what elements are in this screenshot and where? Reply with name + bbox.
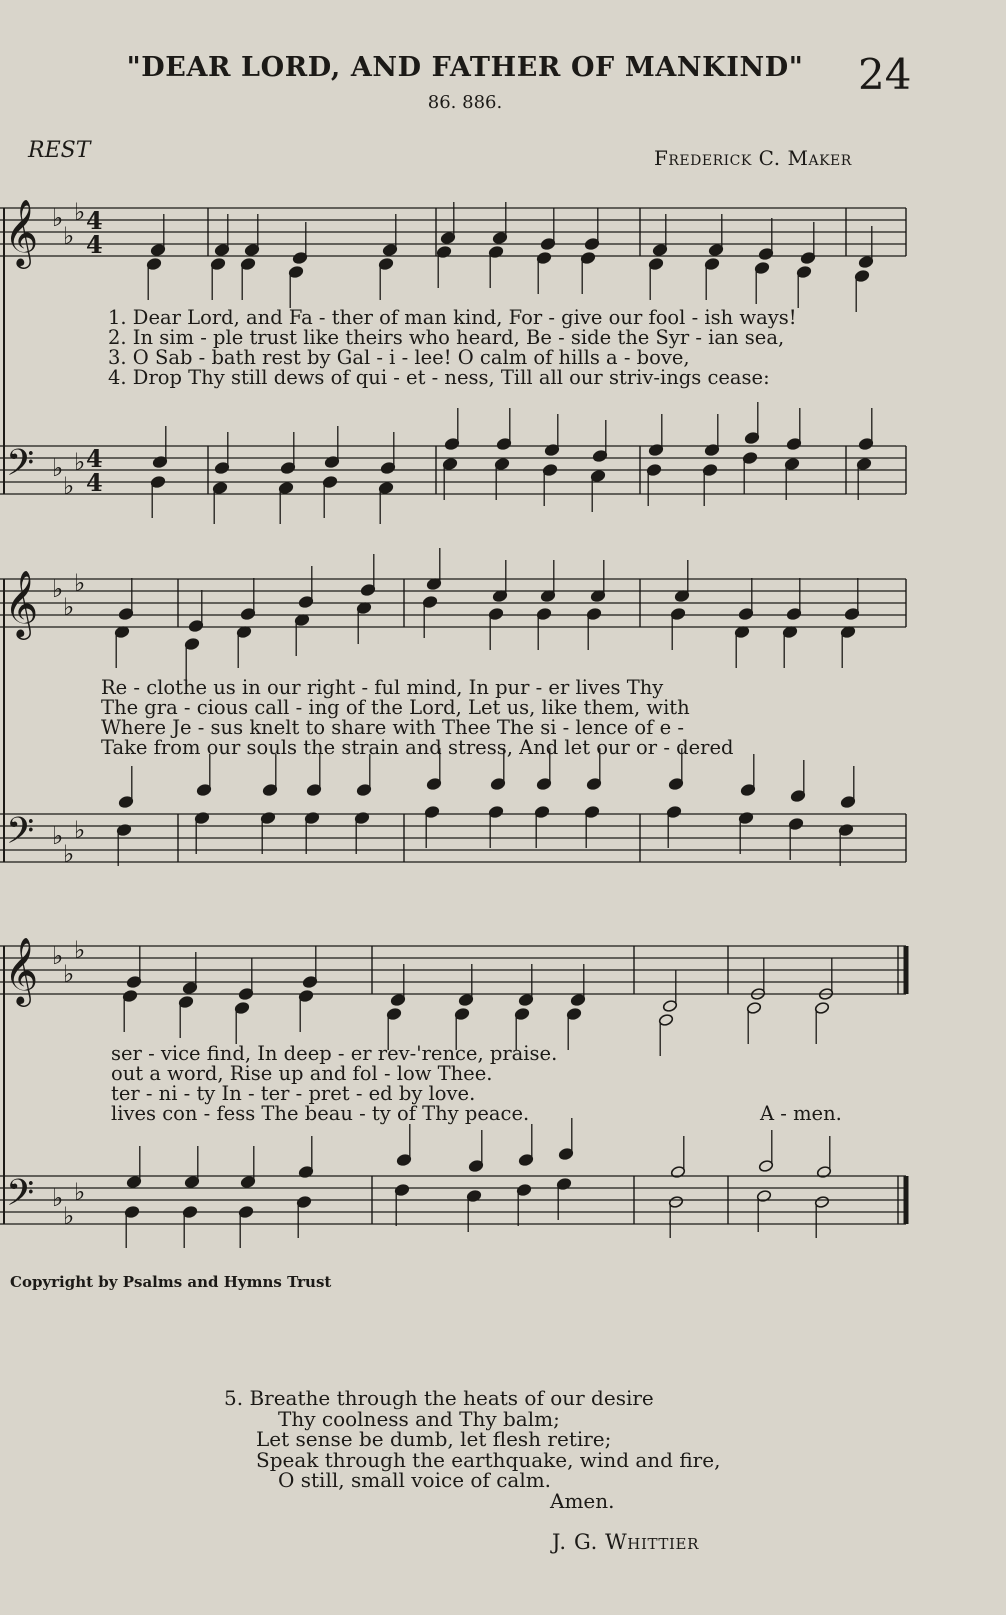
bass-clef: 𝄢: [6, 1172, 35, 1223]
time-signature: 4: [86, 468, 103, 497]
flat-sign: ♭: [52, 575, 64, 603]
lyric-line: out a word, Rise up and fol - low Thee.: [111, 1062, 493, 1085]
text-author: J. G. Whittier: [552, 1530, 699, 1554]
lyric-line: Take from our souls the strain and stress, And let our or - dered: [101, 736, 734, 759]
tune-name: REST: [28, 138, 91, 163]
lyric-line: Where Je - sus knelt to share with Thee The si - lence of e -: [101, 716, 684, 739]
flat-sign: ♭: [63, 1202, 75, 1230]
flat-sign: ♭: [74, 1178, 86, 1206]
bass-clef: 𝄢: [6, 442, 35, 493]
flat-sign: ♭: [52, 942, 64, 970]
hymn-title: "DEAR LORD, AND FATHER OF MANKIND": [126, 52, 804, 83]
flat-sign: ♭: [74, 198, 86, 226]
flat-sign: ♭: [63, 960, 75, 988]
flat-sign: ♭: [74, 448, 86, 476]
stanza-line: Thy coolness and Thy balm;: [278, 1406, 560, 1431]
lyric-line: ter - ni - ty In - ter - pret - ed by love.: [111, 1082, 476, 1105]
stanza-line: Let sense be dumb, let flesh retire;: [256, 1427, 612, 1451]
stanza-line: O still, small voice of calm.: [278, 1468, 552, 1492]
flat-sign: ♭: [63, 840, 75, 868]
lyric-line: The gra - cious call - ing of the Lord, Let us, like them, with: [101, 696, 690, 719]
time-signature: 4: [86, 444, 103, 473]
amen-lyric: A - men.: [760, 1102, 842, 1125]
lyric-line: 3. O Sab - bath rest by Gal - i - lee! O calm of hills a - bove,: [108, 346, 690, 369]
copyright-notice: Copyright by Psalms and Hymns Trust: [10, 1273, 332, 1291]
flat-sign: ♭: [63, 593, 75, 621]
flat-sign: ♭: [63, 222, 75, 250]
lyric-line: Re - clothe us in our right - ful mind, In pur - er lives Thy: [101, 676, 664, 699]
flat-sign: ♭: [52, 454, 64, 482]
time-signature: 4: [86, 230, 103, 259]
composer: Frederick C. Maker: [654, 146, 852, 170]
flat-sign: ♭: [52, 822, 64, 850]
hymn-meter: 86. 886.: [427, 92, 503, 113]
flat-sign: ♭: [74, 936, 86, 964]
flat-sign: ♭: [63, 472, 75, 500]
lyric-line: 1. Dear Lord, and Fa - ther of man kind, For - give our fool - ish ways!: [108, 306, 797, 329]
stanza-amen: Amen.: [550, 1488, 615, 1513]
treble-clef: 𝄞: [4, 569, 39, 637]
stanza-line: 5. Breathe through the heats of our desire: [224, 1386, 654, 1410]
flat-sign: ♭: [74, 816, 86, 844]
bass-clef: 𝄢: [6, 810, 35, 861]
treble-clef: 𝄞: [4, 936, 39, 1004]
hymn-number: 24: [858, 50, 912, 99]
flat-sign: ♭: [52, 204, 64, 232]
time-signature: 4: [86, 206, 103, 235]
lyric-line: 4. Drop Thy still dews of qui - et - ness, Till all our striv-ings cease:: [108, 366, 770, 389]
lyric-line: ser - vice find, In deep - er rev-'rence, praise.: [111, 1042, 558, 1065]
flat-sign: ♭: [52, 1184, 64, 1212]
stanza-line: Speak through the earthquake, wind and fire,: [256, 1447, 721, 1472]
flat-sign: ♭: [74, 569, 86, 597]
treble-clef: 𝄞: [4, 198, 39, 266]
lyric-line: 2. In sim - ple trust like theirs who heard, Be - side the Syr - ian sea,: [108, 326, 785, 349]
lyric-line: lives con - fess The beau - ty of Thy peace.: [111, 1102, 530, 1125]
stanza-five: [224, 1388, 720, 1511]
